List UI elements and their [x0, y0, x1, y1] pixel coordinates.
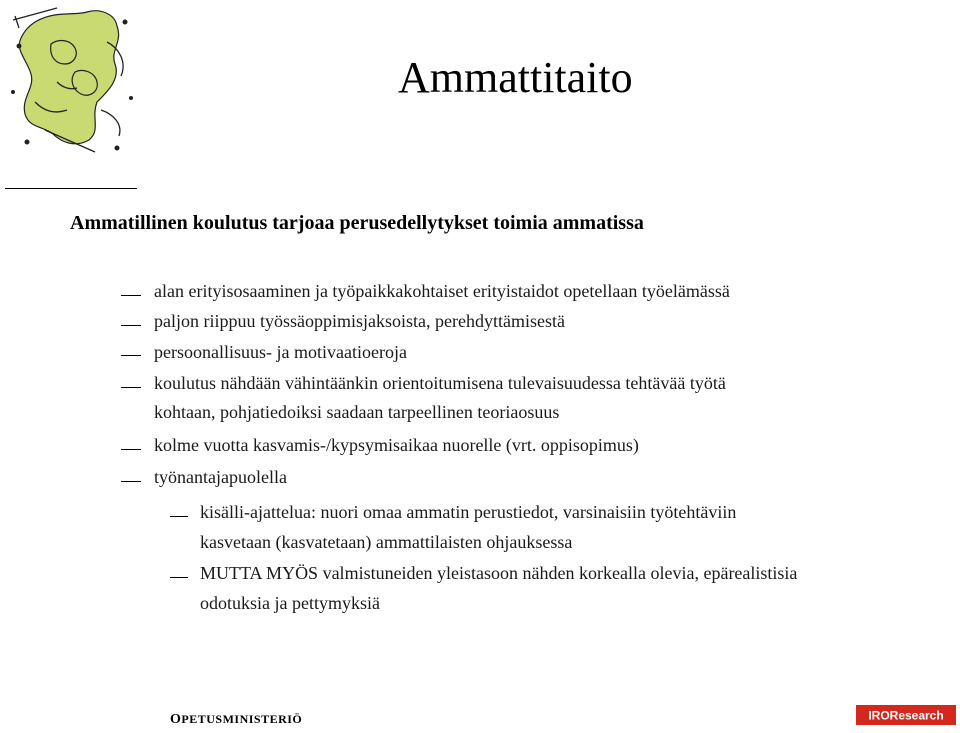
page-subtitle: Ammatillinen koulutus tarjoaa perusedellytykset toimia ammatissa — [70, 212, 644, 234]
dash-icon — [121, 355, 141, 356]
footer-ministry-rest: PETUSMINISTERIÖ — [181, 712, 303, 726]
sub-list-item-continuation: kasvetaan (kasvatetaan) ammattilaisten ohjauksessa — [200, 532, 573, 552]
dash-icon — [170, 516, 188, 517]
page-title: Ammattitaito — [398, 53, 633, 102]
footer-ministry-initial: O — [170, 712, 182, 727]
dash-icon — [121, 387, 141, 388]
list-item: koulutus nähdään vähintäänkin orientoitumisena tulevaisuudessa tehtävää työtä — [154, 373, 726, 393]
dash-icon — [121, 481, 141, 482]
sub-list-item: kisälli-ajattelua: nuori omaa ammatin perustiedot, varsinaisiin työtehtäviin — [200, 502, 737, 522]
list-item-continuation: kohtaan, pohjatiedoiksi saadaan tarpeellinen teoriaosuus — [154, 402, 560, 422]
list-item: kolme vuotta kasvamis-/kypsymisaikaa nuorelle (vrt. oppisopimus) — [154, 435, 639, 455]
logo-text: IROResearch — [868, 708, 944, 723]
sub-list-item: MUTTA MYÖS valmistuneiden yleistasoon nähden korkealla olevia, epärealistisia — [200, 563, 798, 583]
dash-icon — [121, 449, 141, 450]
dash-icon — [170, 577, 188, 578]
footer-ministry — [170, 712, 302, 728]
iroresearch-logo — [856, 705, 956, 725]
dash-icon — [121, 295, 141, 296]
list-item: paljon riippuu työssäoppimisjaksoista, perehdyttämisestä — [154, 311, 565, 331]
dash-icon — [121, 325, 141, 326]
list-item: persoonallisuus- ja motivaatioeroja — [154, 342, 407, 362]
list-item: työnantajapuolella — [154, 467, 287, 487]
list-item: alan erityisosaaminen ja työpaikkakohtaiset erityistaidot opetellaan työelämässä — [154, 281, 730, 301]
sub-list-item-continuation: odotuksia ja pettymyksiä — [200, 593, 380, 613]
